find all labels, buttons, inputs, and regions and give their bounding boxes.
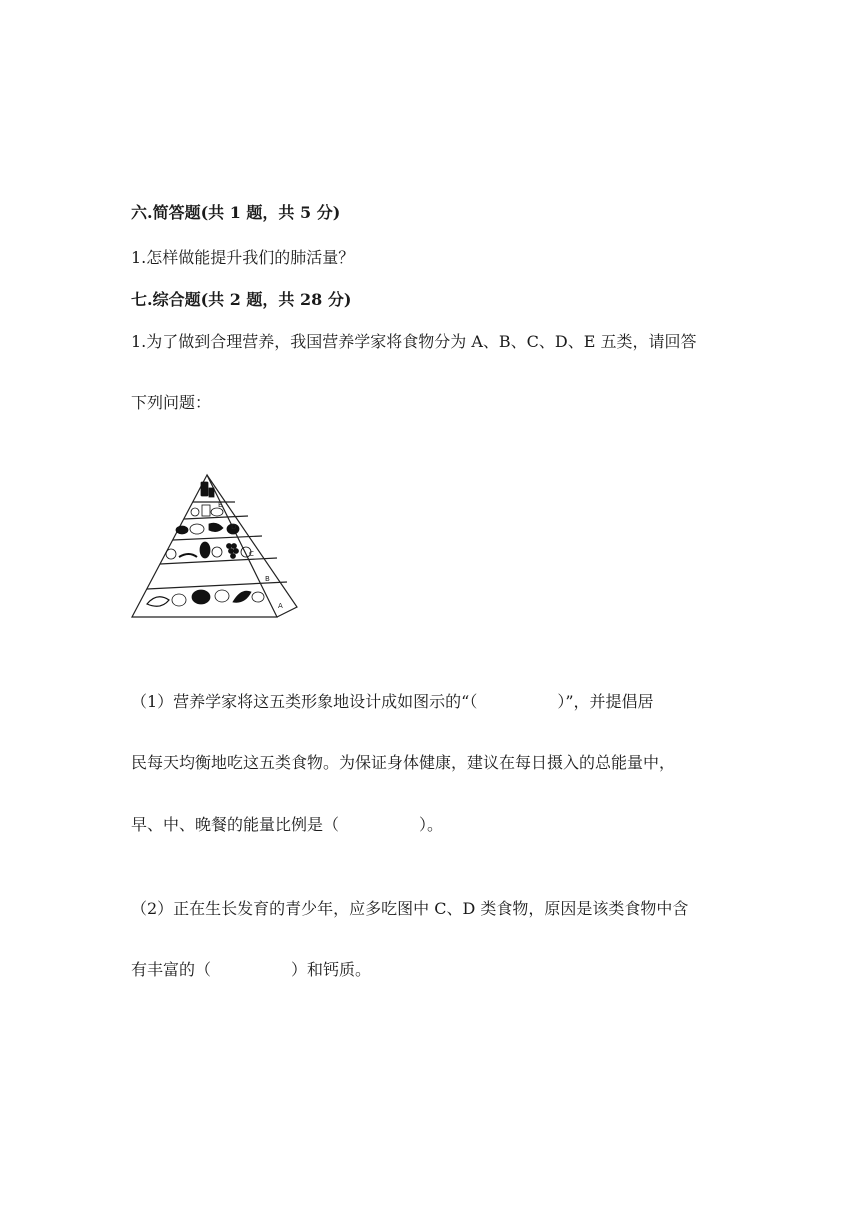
jar-icon — [191, 508, 199, 516]
pyramid-outline — [132, 475, 297, 617]
section-6-heading: 六.简答题(共 1 题，共 5 分) — [131, 203, 341, 222]
corn-icon — [233, 591, 251, 602]
part-2-line-2: 有丰富的（ ）和钙质。 — [131, 960, 372, 979]
tier-label-d: D — [231, 523, 237, 531]
rice-bowl-icon — [215, 590, 229, 602]
milk-icon — [202, 505, 210, 516]
bread-icon — [192, 590, 210, 604]
bottle-icon — [201, 482, 208, 496]
question-7-1-line-1: 1.为了做到合理营养，我国营养学家将食物分为 A、B、C、D、E 五类，请回答 — [131, 332, 697, 351]
bowl-icon — [211, 508, 223, 516]
food-pyramid-figure — [129, 472, 299, 622]
part-1-line-2: 民每天均衡地吃这五类食物。为保证身体健康，建议在每日摄入的总能量中， — [131, 753, 676, 772]
meat-icon — [209, 523, 223, 532]
tomato-icon — [166, 549, 176, 559]
can-icon — [209, 488, 214, 497]
part-1-line-1: （1）营养学家将这五类形象地设计成如图示的“（ ）”，并提倡居 — [131, 692, 654, 711]
noodle-icon — [252, 592, 264, 602]
question-6-1: 1.怎样做能提升我们的肺活量？ — [131, 248, 355, 267]
sweet-potato-icon — [147, 597, 169, 606]
tier-label-a: A — [278, 602, 283, 610]
tier-label-b: B — [265, 575, 270, 583]
egg-icon — [190, 524, 204, 534]
fish-icon — [176, 526, 188, 534]
bun-icon — [172, 594, 186, 606]
part-1-line-3: 早、中、晚餐的能量比例是（ ）。 — [131, 815, 444, 834]
apple-icon — [212, 547, 222, 557]
eggplant-icon — [200, 542, 210, 558]
tier-label-e: E — [218, 501, 223, 509]
part-2-line-1: （2）正在生长发育的青少年，应多吃图中 C、D 类食物，原因是该类食物中含 — [131, 899, 689, 918]
section-7-heading: 七.综合题(共 2 题，共 28 分) — [131, 290, 352, 309]
cucumber-icon — [179, 554, 197, 557]
question-7-1-line-2: 下列问题： — [131, 393, 212, 412]
grapes-icon — [227, 544, 239, 559]
tier-label-c: C — [249, 550, 254, 558]
